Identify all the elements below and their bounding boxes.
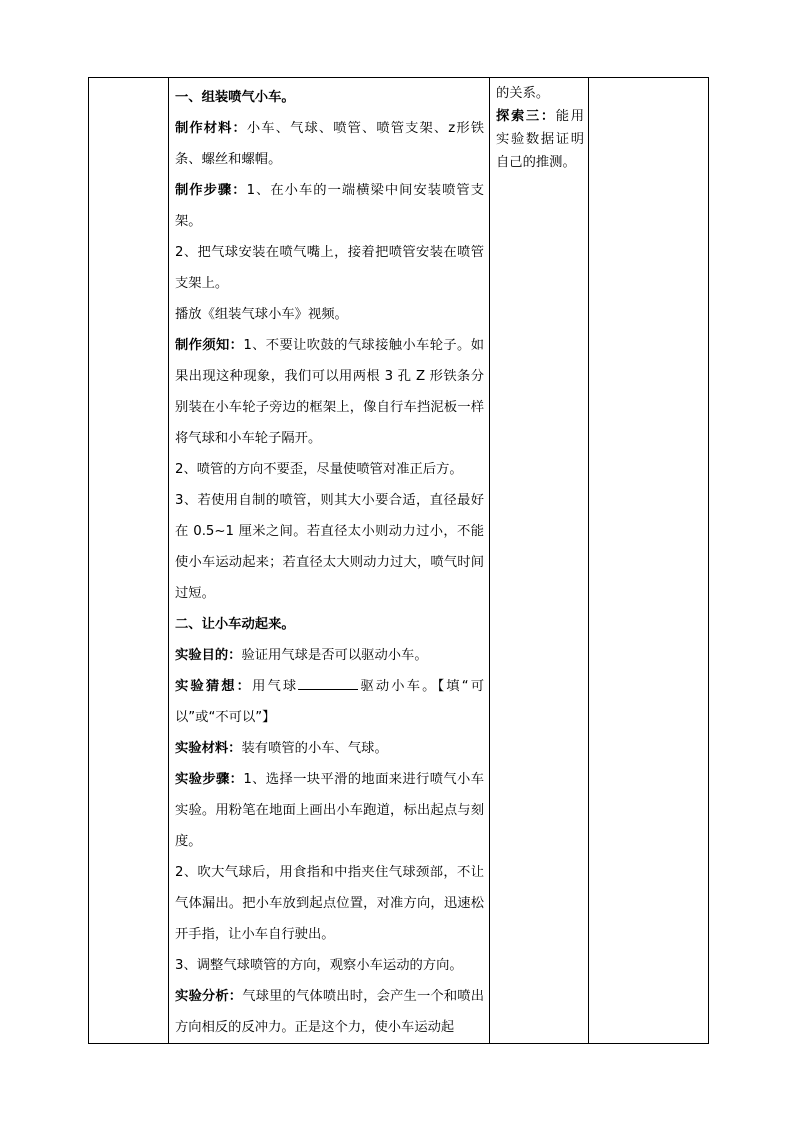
exp-materials-text: 装有喷管的小车、气球。 [241, 741, 388, 756]
explore-label: 探索三： [496, 109, 556, 124]
section-heading-move: 二、让小车动起来。 [175, 617, 295, 632]
explore-paragraph [496, 105, 584, 174]
guess-text-before: 用气球 [252, 679, 299, 694]
analysis-paragraph [175, 981, 484, 1043]
guess-paragraph [175, 671, 484, 733]
materials-label: 制作材料： [175, 121, 247, 136]
notice-paragraph [175, 330, 484, 454]
section-heading-assemble: 一、组装喷气小车。 [175, 90, 295, 105]
content-cell [169, 78, 490, 1044]
exp-materials-label: 实验材料： [175, 741, 242, 756]
analysis-label: 实验分析： [175, 989, 243, 1004]
notes-line-1: 的关系。 [496, 86, 550, 101]
answer-blank[interactable] [298, 675, 358, 690]
steps-label: 制作步骤： [175, 183, 247, 198]
lesson-table [88, 77, 709, 1044]
explore-text: 能用实验数据证明自己的推测。 [496, 109, 585, 170]
guess-label: 实验猜想： [175, 679, 253, 694]
exp-step-2-paragraph: 2、吹大气球后，用食指和中指夹住气球颈部，不让气体漏出。把小车放到起点位置，对准方向，迅速松开手指，让小车自行驶出。 [175, 865, 484, 942]
purpose-text: 验证用气球是否可以驱动小车。 [241, 648, 428, 663]
purpose-paragraph [175, 640, 484, 671]
table-row [89, 78, 709, 1044]
notice-label: 制作须知： [175, 338, 244, 353]
exp-step-3-paragraph: 3、调整气球喷管的方向，观察小车运动的方向。 [175, 958, 463, 973]
materials-text: 小车、气球、喷管、喷管支架、z形铁条、螺丝和螺帽。 [175, 121, 485, 167]
steps-paragraph [175, 175, 484, 237]
exp-materials-paragraph [175, 733, 484, 764]
video-paragraph: 播放《组装气球小车》视频。 [175, 307, 348, 322]
analysis-text: 气球里的气体喷出时，会产生一个和喷出方向相反的反冲力。正是这个力，使小车运动起 [175, 989, 485, 1035]
step-2-paragraph: 2、把气球安装在喷气嘴上，接着把喷管安装在喷管支架上。 [175, 245, 484, 291]
exp-step-1-text: 1、选择一块平滑的地面来进行喷气小车实验。用粉笔在地面上画出小车跑道，标出起点与刻度。 [175, 772, 485, 849]
exp-steps-label: 实验步骤： [175, 772, 244, 787]
step-1-text: 1、在小车的一端横梁中间安装喷管支架。 [175, 183, 484, 229]
notice-1-text: 1、不要让吹鼓的气球接触小车轮子。如果出现这种现象，我们可以用两根 3 孔 Z 形铁条分别装在小车轮子旁边的框架上，像自行车挡泥板一样将气球和小车轮子隔开。 [175, 338, 485, 446]
notes-cell [490, 78, 589, 1044]
exp-steps-paragraph [175, 764, 484, 857]
blank-column-cell [89, 78, 169, 1044]
guess-text-after: 驱动小车。【填“可以”或“不可以”】 [175, 679, 485, 725]
materials-paragraph [175, 113, 484, 175]
blank-right-cell [589, 78, 709, 1044]
notice-2-paragraph: 2、喷管的方向不要歪，尽量使喷管对准正后方。 [175, 462, 463, 477]
purpose-label: 实验目的： [175, 648, 242, 663]
notice-3-paragraph: 3、若使用自制的喷管，则其大小要合适，直径最好在 0.5~1 厘米之间。若直径太小则动力过小，不能使小车运动起来；若直径太大则动力过大，喷气时间过短。 [175, 493, 484, 601]
